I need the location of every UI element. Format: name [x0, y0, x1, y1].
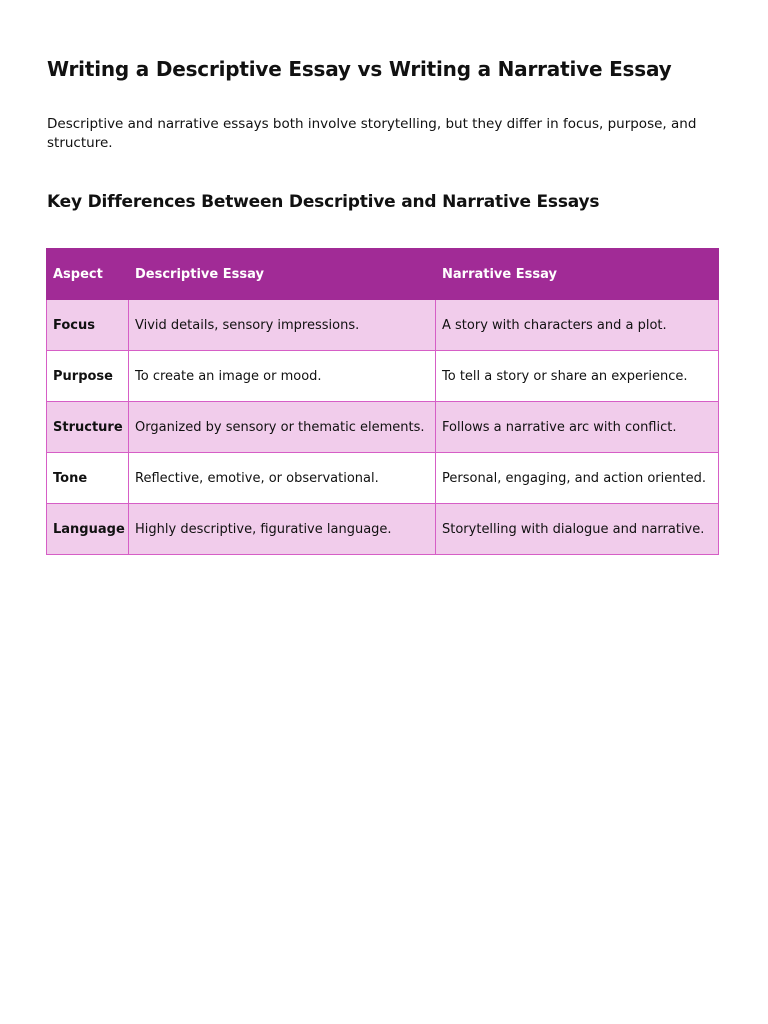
table-header-row [47, 249, 719, 300]
column-header-aspect: Aspect [47, 249, 129, 300]
table-row [47, 504, 719, 555]
table-row [47, 453, 719, 504]
table-row [47, 300, 719, 351]
descriptive-cell: Vivid details, sensory impressions. [129, 300, 436, 351]
descriptive-cell: To create an image or mood. [129, 351, 436, 402]
descriptive-cell: Organized by sensory or thematic elements. [129, 402, 436, 453]
column-header-descriptive: Descriptive Essay [129, 249, 436, 300]
comparison-table [46, 248, 719, 555]
aspect-cell: Tone [47, 453, 129, 504]
table-row [47, 351, 719, 402]
descriptive-cell: Reflective, emotive, or observational. [129, 453, 436, 504]
aspect-cell: Focus [47, 300, 129, 351]
narrative-cell: A story with characters and a plot. [436, 300, 719, 351]
aspect-cell: Structure [47, 402, 129, 453]
narrative-cell: Follows a narrative arc with conflict. [436, 402, 719, 453]
intro-paragraph: Descriptive and narrative essays both involve storytelling, but they differ in focus, purpose, and structure. [47, 116, 697, 151]
narrative-cell: To tell a story or share an experience. [436, 351, 719, 402]
page-title: Writing a Descriptive Essay vs Writing a Narrative Essay [47, 57, 672, 81]
section-heading: Key Differences Between Descriptive and Narrative Essays [47, 192, 600, 212]
narrative-cell: Personal, engaging, and action oriented. [436, 453, 719, 504]
aspect-cell: Language [47, 504, 129, 555]
narrative-cell: Storytelling with dialogue and narrative. [436, 504, 719, 555]
column-header-narrative: Narrative Essay [436, 249, 719, 300]
descriptive-cell: Highly descriptive, figurative language. [129, 504, 436, 555]
table-row [47, 402, 719, 453]
aspect-cell: Purpose [47, 351, 129, 402]
